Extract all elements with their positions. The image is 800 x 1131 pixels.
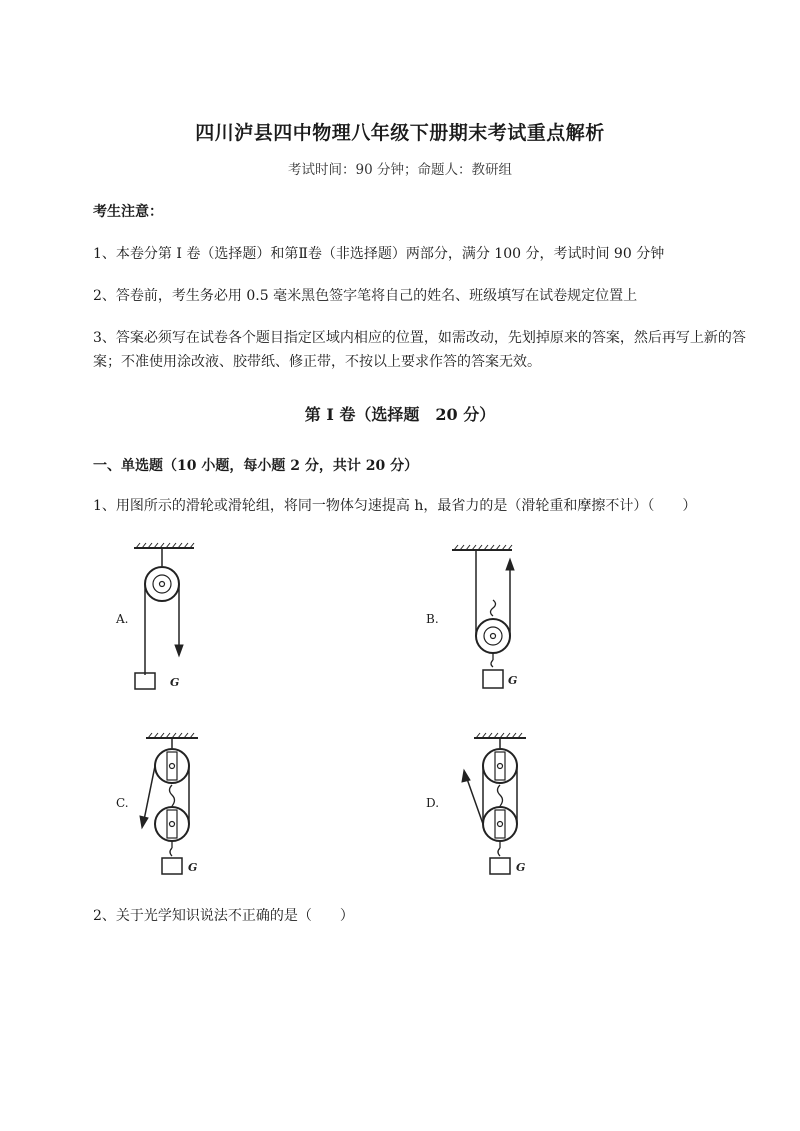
option-d-label: D. bbox=[426, 796, 440, 810]
notice-item-2: 2、答卷前，考生务必用 0.5 毫米黑色签字笔将自己的姓名、班级填写在试卷规定位置上 bbox=[93, 288, 638, 304]
option-c-label: C. bbox=[116, 796, 129, 810]
notice-item-3: 3、答案必须写在试卷各个题目指定区域内相应的位置，如需改动，先划掉原来的答案，然后再写上新的答案；不准使用涂改液、胶带纸、修正带，不按以上要求作答的答案无效。 bbox=[93, 330, 746, 370]
exam-subtitle: 考试时间：90 分钟；命题人：教研组 bbox=[288, 162, 512, 178]
weight-label-b: G bbox=[508, 674, 518, 687]
weight-label-a: G bbox=[170, 676, 180, 689]
ceiling-hatch bbox=[134, 543, 194, 548]
option-b-label: B. bbox=[426, 612, 439, 626]
part-heading: 一、单选题（10 小题，每小题 2 分，共计 20 分） bbox=[93, 458, 419, 474]
weight-label-d: G bbox=[516, 861, 526, 874]
lower-pulley bbox=[155, 807, 189, 841]
lower-pulley bbox=[483, 807, 517, 841]
movable-pulley bbox=[476, 619, 510, 653]
fixed-pulley bbox=[145, 567, 179, 601]
exam-title: 四川泸县四中物理八年级下册期末考试重点解析 bbox=[195, 122, 605, 144]
option-a-label: A. bbox=[116, 612, 129, 626]
question-1-text: 1、用图所示的滑轮或滑轮组，将同一物体匀速提高 h，最省力的是（滑轮重和摩擦不计）（ ） bbox=[93, 498, 697, 514]
pulley-figure-c bbox=[136, 730, 216, 880]
notice-item-1: 1、本卷分第 I 卷（选择题）和第Ⅱ卷（非选择题）两部分，满分 100 分，考试时间 90 分钟 bbox=[93, 246, 665, 262]
notice-heading: 考生注意： bbox=[93, 204, 163, 220]
pulley-figure-b bbox=[450, 540, 530, 700]
section-title: 第 I 卷（选择题 20 分） bbox=[304, 405, 496, 424]
pulley-figure-d bbox=[456, 730, 536, 880]
weight-box bbox=[135, 673, 155, 689]
weight-label-c: G bbox=[188, 861, 198, 874]
pulley-figure-a bbox=[130, 540, 210, 700]
upper-pulley bbox=[483, 749, 517, 783]
upper-pulley bbox=[155, 749, 189, 783]
question-2-text: 2、关于光学知识说法不正确的是（ ） bbox=[93, 908, 354, 924]
